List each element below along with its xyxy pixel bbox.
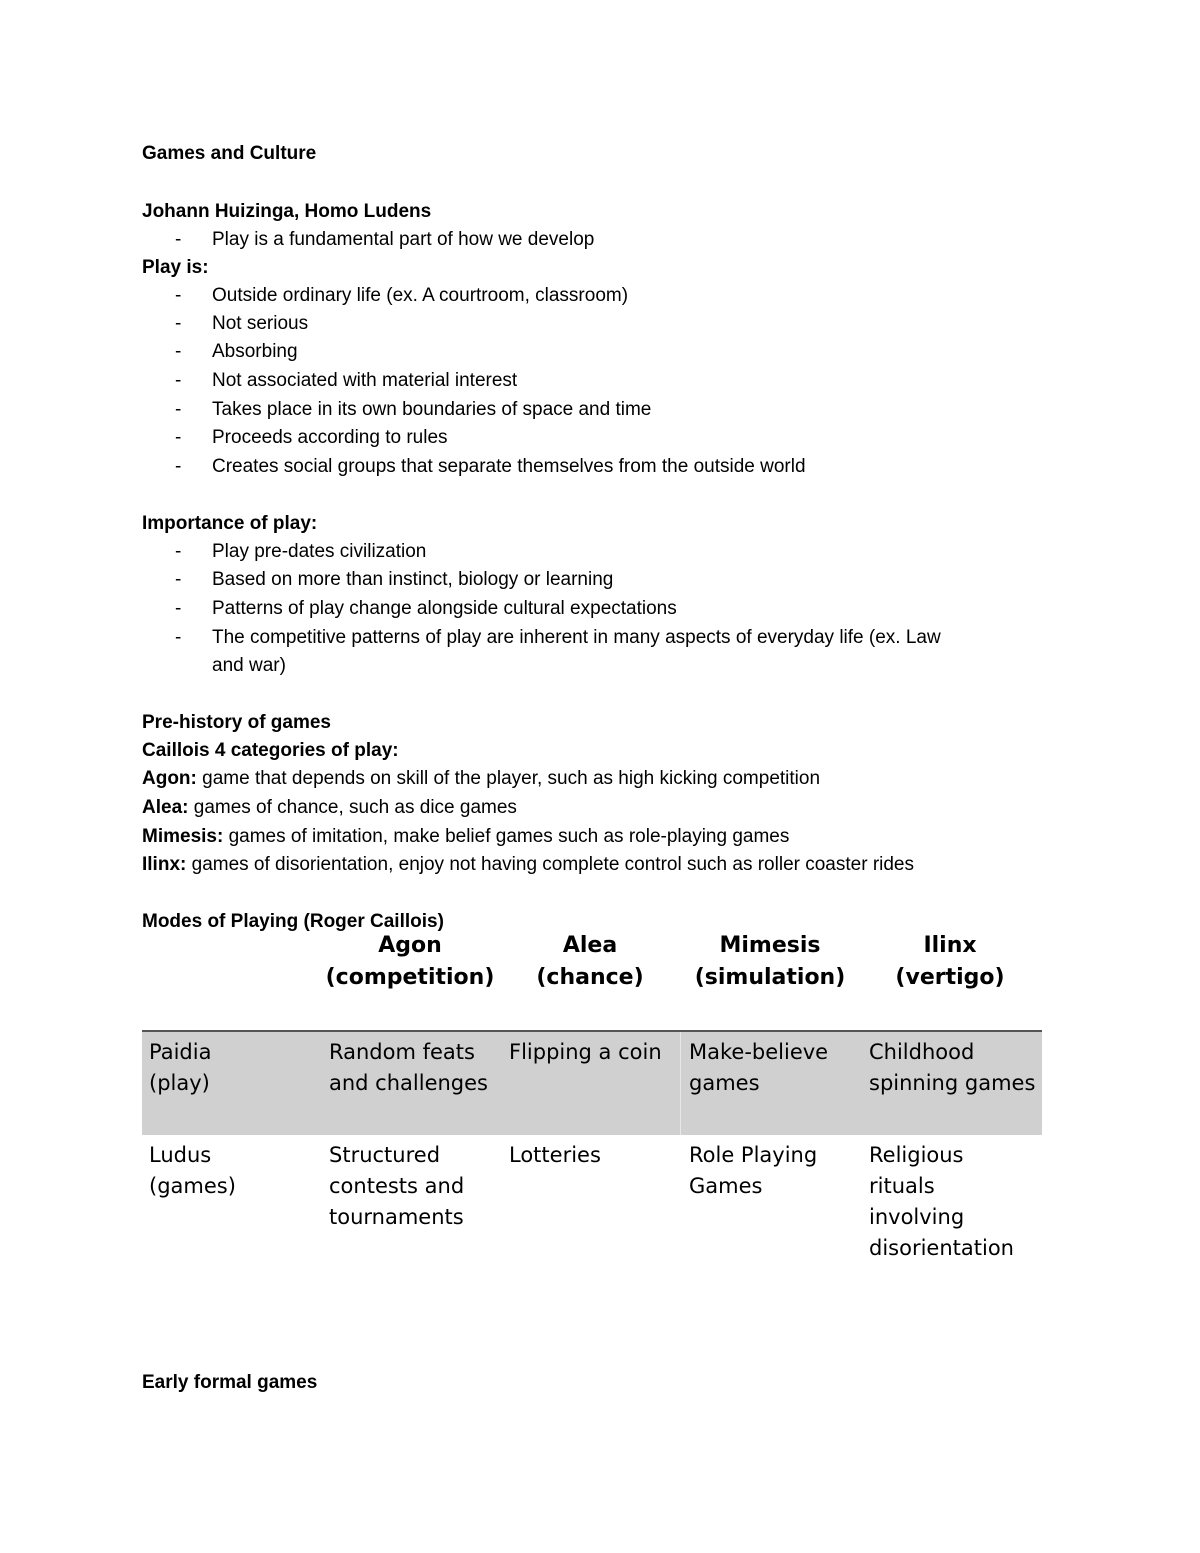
- row-label-ludus: Ludus (games): [149, 1143, 236, 1198]
- definition-mimesis: Mimesis: games of imitation, make belief games such as role-playing games: [142, 826, 790, 847]
- table-cell: Childhood spinning games: [869, 1040, 1036, 1095]
- row-label-paidia: Paidia (play): [149, 1040, 212, 1095]
- column-divider: [680, 1032, 681, 1135]
- definition-agon: Agon: game that depends on skill of the player, such as high kicking competition: [142, 768, 821, 789]
- table-cell: Random feats and challenges: [329, 1040, 488, 1095]
- table-cell: Flipping a coin: [509, 1040, 662, 1064]
- table-cell: Make-believe games: [689, 1040, 829, 1095]
- prehistory-heading: Pre-history of games: [142, 712, 331, 733]
- huizinga-heading: Johann Huizinga, Homo Ludens: [142, 201, 432, 222]
- table-row-ludus: [142, 1135, 1042, 1275]
- table-cell: Religious rituals involving disorientation: [869, 1143, 1014, 1260]
- early-games-heading: Early formal games: [142, 1372, 318, 1393]
- table-row-paidia: [142, 1032, 1042, 1135]
- table-cell: Structured contests and tournaments: [329, 1143, 465, 1229]
- definition-alea: Alea: games of chance, such as dice games: [142, 797, 517, 818]
- table-cell: Role Playing Games: [689, 1143, 818, 1198]
- column-header-alea: Alea (chance): [536, 933, 644, 990]
- definition-ilinx: Ilinx: games of disorientation, enjoy not having complete control such as roller coaster rides: [142, 854, 915, 875]
- importance-heading: Importance of play:: [142, 513, 318, 534]
- doc-title: Games and Culture: [142, 143, 317, 164]
- column-header-ilinx: Ilinx (vertigo): [895, 933, 1005, 990]
- document-page: Games and Culture Johann Huizinga, Homo Ludens - Play is a fundamental part of how we develop Play is: - Outside ordinary life (ex. A courtroom, classroom) - Not serious - Absorbing - Not associated with material interest - Takes place in its own boundaries of space and time - Proceeds according to rules - Creates social groups that separate themselves from the outside world Importance of play: - Play pre-dates civilization - Based on more than instinct, biology or learning - Patterns of play change alongside cultural expectations - The competitive patterns of play are inherent in many aspects of everyday life (ex. Law and war) Pre-history of games Caillois 4 categories of play: Agon: game that depends on skill of the player, such as high kicking competition Alea: games of chance, such as dice games Mimesis: games of imitation, make belief games such as role-playing games Ilinx: games of disorientation, enjoy not having complete control such as roller coaster rides Modes of Playing (Roger Caillois) Agon (competition) Alea (chance) Mimesis (simulation) Ilinx (vertigo) Paidia (play) Random feats and challenges Flipping a coin Make-believe games Childhood spinning games Ludus (games) Structured contests and tournaments Lotteries Role Playing Games Religious rituals involving disorientation Early formal games: [0, 0, 1200, 1553]
- table-cell: Lotteries: [509, 1143, 601, 1167]
- modes-heading: Modes of Playing (Roger Caillois): [142, 911, 444, 932]
- caillois-subheading: Caillois 4 categories of play:: [142, 740, 399, 761]
- column-header-agon: Agon (competition): [325, 933, 495, 990]
- play-is-heading: Play is:: [142, 257, 209, 278]
- column-header-mimesis: Mimesis (simulation): [694, 933, 846, 990]
